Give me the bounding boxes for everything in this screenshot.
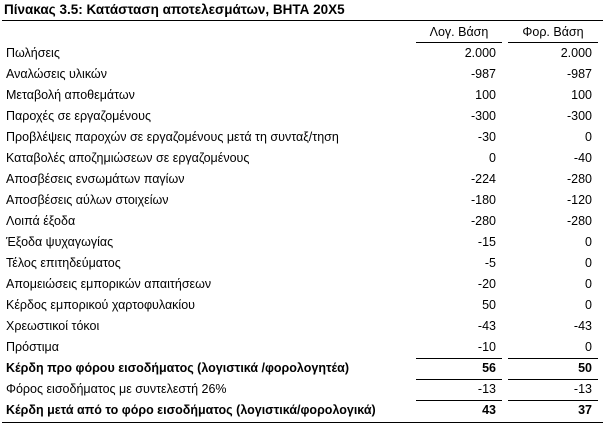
row-value-accounting: -15 bbox=[477, 235, 496, 249]
row-value-tax: 100 bbox=[571, 88, 592, 102]
row-label: Αποσβέσεις ενσωμάτων παγίων bbox=[6, 172, 185, 186]
row-value-tax: 0 bbox=[585, 256, 592, 270]
table-row bbox=[0, 85, 607, 106]
row-value-accounting: -13 bbox=[477, 382, 496, 396]
header-rule-accounting bbox=[416, 42, 502, 43]
row-label: Παροχές σε εργαζομένους bbox=[6, 109, 151, 123]
row-label: Μεταβολή αποθεμάτων bbox=[6, 88, 135, 102]
row-value-accounting: -30 bbox=[477, 130, 496, 144]
row-value-accounting: 0 bbox=[489, 151, 496, 165]
subtotal-rule-tax bbox=[508, 358, 598, 359]
row-value-accounting: -5 bbox=[484, 256, 496, 270]
row-value-accounting: 56 bbox=[482, 361, 496, 375]
table-row bbox=[0, 316, 607, 337]
row-label: Αναλώσεις υλικών bbox=[6, 67, 107, 81]
row-value-tax: 37 bbox=[578, 403, 592, 417]
row-label: Φόρος εισοδήματος με συντελεστή 26% bbox=[6, 382, 227, 396]
row-value-tax: 2.000 bbox=[560, 46, 592, 60]
row-label: Καταβολές αποζημιώσεων σε εργαζομένους bbox=[6, 151, 250, 165]
row-label: Λοιπά έξοδα bbox=[6, 214, 76, 228]
row-value-tax: 0 bbox=[585, 130, 592, 144]
table-row bbox=[0, 127, 607, 148]
row-value-tax: -280 bbox=[566, 214, 592, 228]
row-value-tax: 0 bbox=[585, 277, 592, 291]
row-label: Κέρδη προ φόρου εισοδήματος (λογιστικά /φορολογητέα) bbox=[6, 361, 350, 375]
row-value-tax: -40 bbox=[573, 151, 592, 165]
header-rule-tax bbox=[508, 42, 598, 43]
header-row bbox=[0, 22, 607, 43]
row-value-accounting: 43 bbox=[482, 403, 496, 417]
row-label: Έξοδα ψυχαγωγίας bbox=[6, 235, 114, 249]
table-row bbox=[0, 295, 607, 316]
table-row bbox=[0, 148, 607, 169]
title-rule bbox=[2, 20, 603, 21]
row-value-tax: -280 bbox=[566, 172, 592, 186]
row-label: Αποσβέσεις αύλων στοιχείων bbox=[6, 193, 169, 207]
table-row bbox=[0, 211, 607, 232]
row-value-tax: -13 bbox=[573, 382, 592, 396]
table-row bbox=[0, 232, 607, 253]
row-value-accounting: 50 bbox=[482, 298, 496, 312]
row-value-tax: 0 bbox=[585, 235, 592, 249]
column-header-accounting: Λογ. Βάση bbox=[429, 25, 489, 39]
row-value-tax: 0 bbox=[585, 298, 592, 312]
row-label: Προβλέψεις παροχών σε εργαζομένους μετά τη συνταξ/τηση bbox=[6, 130, 339, 144]
row-value-accounting: -10 bbox=[477, 340, 496, 354]
row-value-accounting: 100 bbox=[475, 88, 496, 102]
total-top-rule-accounting bbox=[416, 400, 502, 401]
table-row bbox=[0, 358, 607, 379]
row-value-accounting: 2.000 bbox=[464, 46, 496, 60]
subtotal-bottom-rule-accounting bbox=[416, 379, 502, 380]
row-value-accounting: -300 bbox=[470, 109, 496, 123]
income-statement-table bbox=[0, 22, 607, 421]
row-value-tax: -43 bbox=[573, 319, 592, 333]
table-row bbox=[0, 64, 607, 85]
row-label: Απομειώσεις εμπορικών απαιτήσεων bbox=[6, 277, 212, 291]
column-header-tax: Φορ. Βάση bbox=[522, 25, 584, 39]
row-value-tax: -120 bbox=[566, 193, 592, 207]
row-label: Χρεωστικοί τόκοι bbox=[6, 319, 100, 333]
table-row bbox=[0, 43, 607, 64]
table-row bbox=[0, 337, 607, 358]
row-value-tax: -300 bbox=[566, 109, 592, 123]
row-value-accounting: -987 bbox=[470, 67, 496, 81]
row-label: Τέλος επιτηδεύματος bbox=[6, 256, 121, 270]
table-title: Πίνακας 3.5: Κατάσταση αποτελεσμάτων, ΒΗΤΑ 20Χ5 bbox=[4, 2, 345, 17]
table-row bbox=[0, 106, 607, 127]
row-label: Κέρδη μετά από το φόρο εισοδήματος (λογιστικά/φορολογικά) bbox=[6, 403, 376, 417]
row-label: Πωλήσεις bbox=[6, 46, 60, 60]
total-top-rule-tax bbox=[508, 400, 598, 401]
row-value-accounting: -43 bbox=[477, 319, 496, 333]
table-bottom-rule bbox=[2, 422, 603, 423]
row-label: Πρόστιμα bbox=[6, 340, 59, 354]
row-value-accounting: -224 bbox=[470, 172, 496, 186]
table-row bbox=[0, 169, 607, 190]
row-value-accounting: -280 bbox=[470, 214, 496, 228]
row-value-tax: -987 bbox=[566, 67, 592, 81]
row-value-accounting: -20 bbox=[477, 277, 496, 291]
row-value-tax: 0 bbox=[585, 340, 592, 354]
table-row bbox=[0, 379, 607, 400]
row-label: Κέρδος εμπορικού χαρτοφυλακίου bbox=[6, 298, 195, 312]
subtotal-rule-accounting bbox=[416, 358, 502, 359]
table-row bbox=[0, 400, 607, 421]
table-row bbox=[0, 253, 607, 274]
row-value-tax: 50 bbox=[578, 361, 592, 375]
subtotal-bottom-rule-tax bbox=[508, 379, 598, 380]
table-row bbox=[0, 190, 607, 211]
row-value-accounting: -180 bbox=[470, 193, 496, 207]
table-row bbox=[0, 274, 607, 295]
